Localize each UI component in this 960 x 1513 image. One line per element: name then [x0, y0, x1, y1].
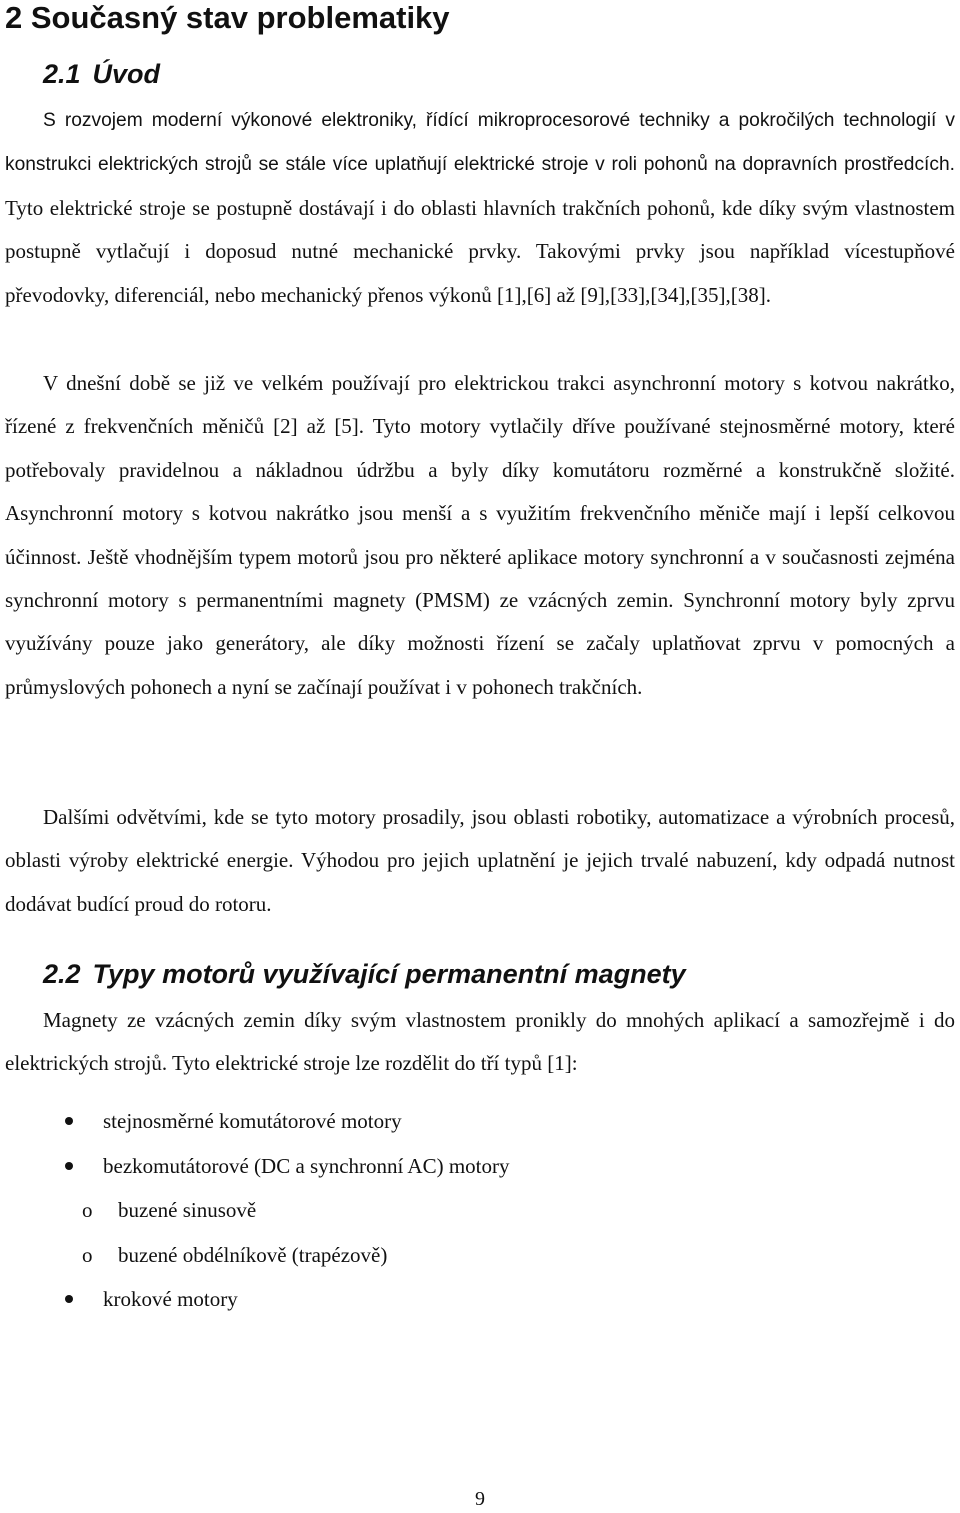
list-item-text: buzené sinusově	[118, 1198, 257, 1222]
list-item-text: stejnosměrné komutátorové motory	[103, 1109, 402, 1133]
paragraph-intro-3: Dalšími odvětvími, kde se tyto motory prosadily, jsou oblasti robotiky, automatizace a výrobních procesů, oblasti výroby elektrické energie. Výhodou pro jejich uplatnění je jejich trvalé nabuzení, kdy odpadá nutnost dodávat budící proud do rotoru.	[5, 805, 955, 916]
chapter-heading	[5, 0, 450, 36]
paragraph-serif-text: Tyto elektrické stroje se postupně dostávají i do oblasti hlavních trakčních pohonů, kde díky svým vlastnostem postupně vytlačují i doposud nutné mechanické prvky. Takovými prvky jsou například vícestupňové převodovky, diferenciál, nebo mechanický přenos výkonů [1],[6] až [9],[33],[34],[35],[38].	[5, 195, 955, 307]
paragraph-intro-1	[5, 98, 955, 317]
list-item	[5, 1188, 955, 1233]
paragraph-sans-text: S rozvojem moderní výkonové elektroniky, řídící mikroprocesorové techniky a pokročilých technologií v konstrukci elektrických strojů se stále více uplatňují elektrické stroje v roli pohonů na dopravních prostředcích.	[5, 110, 955, 176]
section-heading-intro	[43, 58, 160, 90]
sub-bullet-marker: o	[82, 1242, 93, 1267]
list-item	[5, 1277, 955, 1322]
section-title: Typy motorů využívající permanentní magnety	[92, 959, 686, 989]
motor-types-list	[5, 1099, 955, 1322]
bullet-icon	[65, 1295, 73, 1303]
list-item	[5, 1233, 955, 1278]
chapter-title: Současný stav problematiky	[30, 0, 450, 35]
list-item	[5, 1144, 955, 1189]
paragraph-motor-types: Magnety ze vzácných zemin díky svým vlastnostem pronikly do mnohých aplikací a samozřejmě i do elektrických strojů. Tyto elektrické stroje lze rozdělit do tří typů [1]:	[5, 1008, 955, 1076]
section-number: 2.1	[43, 59, 81, 89]
chapter-number: 2	[5, 0, 23, 35]
page-number: 9	[475, 1488, 485, 1510]
paragraph-intro-2: V dnešní době se již ve velkém používají pro elektrickou trakci asynchronní motory s kotvou nakrátko, řízené z frekvenčních měničů [2] až [5]. Tyto motory vytlačily dříve používané stejnosměrné motory, které potřebovaly pravidelnou a nákladnou údržbu a byly díky komutátoru rozměrné a konstrukčně složité. Asynchronní motory s kotvou nakrátko jsou menší a s využitím frekvenčního měniče mají i lepší celkovou účinnost. Ještě vhodnějším typem motorů jsou pro některé aplikace motory synchronní a v současnosti zejména synchronní motory s permanentními magnety (PMSM) ze vzácných zemin. Synchronní motory byly zprvu využívány pouze jako generátory, ale díky možnosti řízení se začaly uplatňovat zprvu v pomocných a průmyslových pohonech a nyní se začínají používat i v pohonech trakčních.	[5, 371, 955, 699]
list-item-text: bezkomutátorové (DC a synchronní AC) motory	[103, 1153, 510, 1178]
section-title: Úvod	[92, 59, 161, 89]
list-item-text: buzené obdélníkově (trapézově)	[118, 1242, 388, 1267]
section-number: 2.2	[43, 959, 81, 989]
bullet-icon	[65, 1117, 73, 1125]
list-item-text: krokové motory	[103, 1287, 238, 1311]
section-heading-motor-types	[43, 958, 686, 990]
list-item	[5, 1099, 955, 1144]
bullet-icon	[65, 1162, 73, 1170]
sub-bullet-marker: o	[82, 1198, 93, 1222]
